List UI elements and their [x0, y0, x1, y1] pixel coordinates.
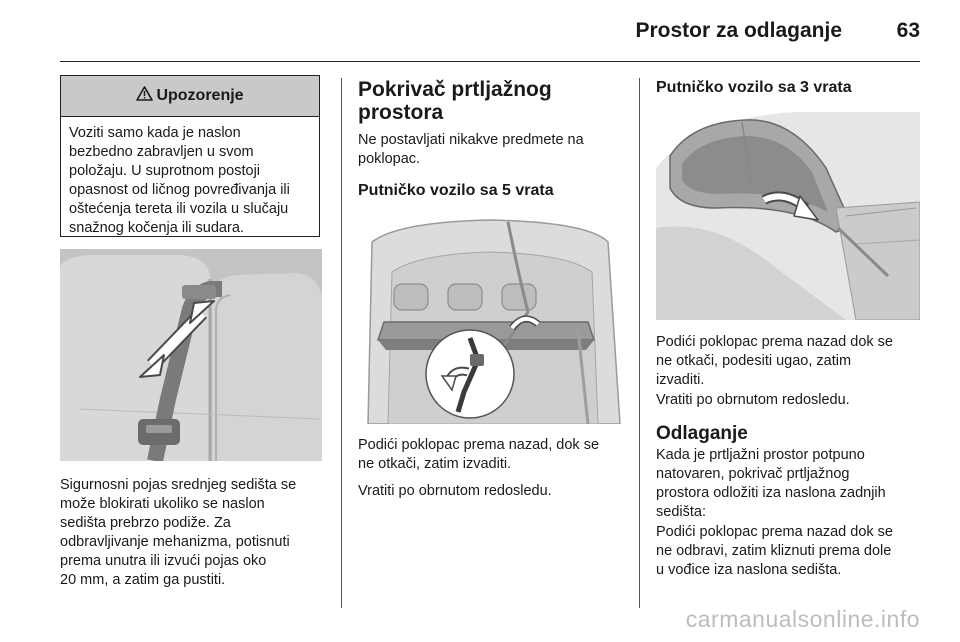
- warning-text: [61, 117, 319, 238]
- text-line: ne otkači, podesiti ugao, zatim: [656, 353, 852, 369]
- text-line: Podići poklopac prema nazad, dok se: [358, 437, 600, 453]
- text-line: ne odbravi, zatim kliznuti prema dole: [656, 543, 892, 559]
- text-line: sedišta prebrzo podiže. Za: [60, 515, 231, 531]
- section-heading: [358, 78, 628, 124]
- heading-line: Pokrivač prtljažnog: [358, 78, 552, 101]
- text-line: poklopac.: [358, 151, 421, 167]
- intro-text: [358, 131, 628, 169]
- text-line: 20 mm, a zatim ga pustiti.: [60, 572, 226, 588]
- text-line: odbravljivanje mehanizma, potisnuti: [60, 534, 290, 550]
- text-line: natovaren, pokrivač prtljažnog: [656, 466, 850, 482]
- text-line: Ne postavljati nikakve predmete na: [358, 132, 584, 148]
- cover-3-door-illustration: [656, 108, 920, 325]
- column-divider: [341, 78, 342, 608]
- text-line: ne otkači, zatim izvaditi.: [358, 456, 512, 472]
- storage-instructions: [656, 523, 931, 580]
- text-line: bezbedno zabravljen u svom: [69, 144, 254, 160]
- storage-heading: Odlaganje: [656, 423, 748, 444]
- subheading-3-door: Putničko vozilo sa 3 vrata: [656, 79, 852, 96]
- text-line: Podići poklopac prema nazad dok se: [656, 334, 893, 350]
- warning-triangle-icon: [136, 86, 153, 106]
- text-line: prema unutra ili izvući pojas oko: [60, 553, 267, 569]
- text-line: opasnost od ličnog povređivanja ili: [69, 182, 290, 198]
- watermark: carmanualsonline.info: [685, 606, 920, 632]
- text-line: snažnog kočenja ili sudara.: [69, 220, 244, 236]
- text-line: prostora odložiti iza naslona zadnjih: [656, 485, 886, 501]
- cover-5-door-illustration: [358, 212, 622, 429]
- cover-5-door-note: Vratiti po obrnutom redosledu.: [358, 483, 552, 499]
- text-line: sedišta:: [656, 504, 706, 520]
- cover-3-door-note: Vratiti po obrnutom redosledu.: [656, 392, 850, 408]
- text-line: izvaditi.: [656, 372, 705, 388]
- text-line: može blokirati ukoliko se naslon: [60, 496, 265, 512]
- seatbelt-caption: [60, 476, 330, 590]
- text-line: Voziti samo kada je naslon: [69, 125, 241, 141]
- text-line: položaju. U suprotnom postoji: [69, 163, 261, 179]
- text-line: Sigurnosni pojas srednjeg sedišta se: [60, 477, 297, 493]
- storage-text: [656, 446, 931, 522]
- warning-title: Upozorenje: [156, 87, 244, 104]
- text-line: u vođice iza naslona sedišta.: [656, 562, 842, 578]
- subheading-5-door: Putničko vozilo sa 5 vrata: [358, 182, 554, 199]
- heading-line: prostora: [358, 101, 444, 124]
- page-number: 63: [896, 19, 920, 42]
- page-header: [60, 0, 920, 62]
- text-line: Kada je prtljažni prostor potpuno: [656, 447, 865, 463]
- column-divider: [639, 78, 640, 608]
- text-line: Podići poklopac prema nazad dok se: [656, 524, 893, 540]
- warning-box: [60, 75, 320, 237]
- cover-3-door-caption: [656, 333, 931, 390]
- text-line: oštećenja tereta ili vozila u slučaju: [69, 201, 289, 217]
- cover-5-door-caption: [358, 436, 633, 474]
- seatbelt-illustration: [60, 249, 322, 466]
- page-title: Prostor za odlaganje: [635, 19, 842, 42]
- warning-header: [61, 76, 319, 117]
